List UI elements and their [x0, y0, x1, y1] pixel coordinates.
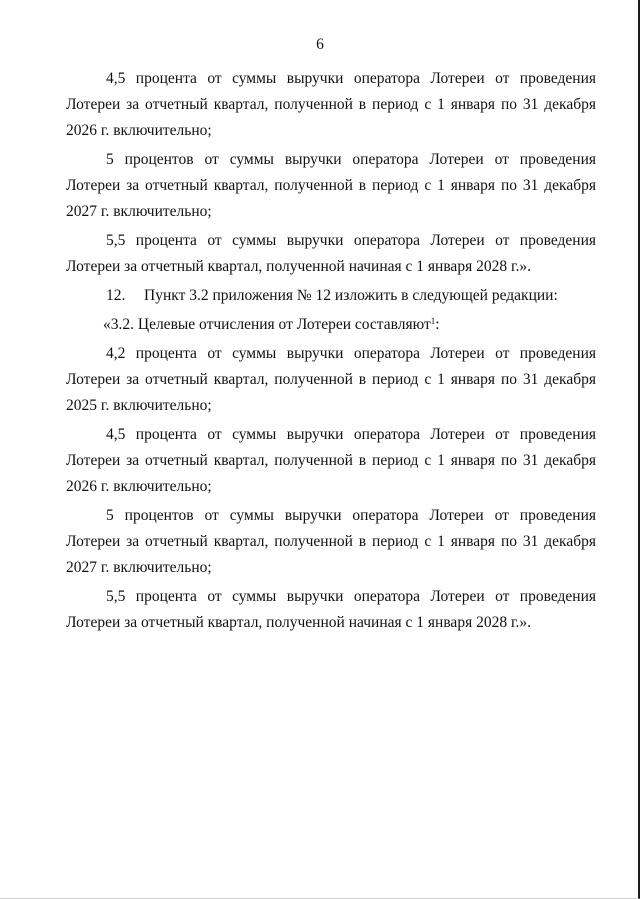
clause-heading-tail: : [435, 316, 440, 333]
document-body [66, 66, 596, 639]
quoted-clause-heading [66, 312, 596, 338]
quoted-paragraph: 5,5 процента от суммы выручки оператора Лотереи от проведения Лотереи за отчетный квартал, полученной начиная с 1 января 2028 г.». [66, 588, 596, 631]
paragraph: 5,5 процента от суммы выручки оператора Лотереи от проведения Лотереи за отчетный квартал, полученной начиная с 1 января 2028 г.». [66, 232, 596, 275]
quoted-paragraph: 4,5 процента от суммы выручки оператора Лотереи от проведения Лотереи за отчетный квартал, полученной в период с 1 января по 31 декабря 2026 г. включительно; [66, 426, 596, 495]
clause-heading-text: «3.2. Целевые отчисления от Лотереи составляют [103, 316, 431, 333]
numbered-item-12 [66, 283, 596, 309]
page-number: 6 [316, 36, 324, 53]
footnote-mark[interactable]: 1 [430, 316, 436, 326]
quoted-paragraph: 5 процентов от суммы выручки оператора Лотереи от проведения Лотереи за отчетный квартал, полученной в период с 1 января по 31 декабря 2027 г. включительно; [66, 507, 596, 576]
item-number: 12. [106, 287, 126, 304]
quoted-paragraph: 4,2 процента от суммы выручки оператора Лотереи от проведения Лотереи за отчетный квартал, полученной в период с 1 января по 31 декабря 2025 г. включительно; [66, 345, 596, 414]
item-text: Пункт 3.2 приложения № 12 изложить в следующей редакции: [144, 287, 558, 304]
paragraph: 5 процентов от суммы выручки оператора Лотереи от проведения Лотереи за отчетный квартал, полученной в период с 1 января по 31 декабря 2027 г. включительно; [66, 151, 596, 220]
paragraph: 4,5 процента от суммы выручки оператора Лотереи от проведения Лотереи за отчетный квартал, полученной в период с 1 января по 31 декабря 2026 г. включительно; [66, 70, 596, 139]
